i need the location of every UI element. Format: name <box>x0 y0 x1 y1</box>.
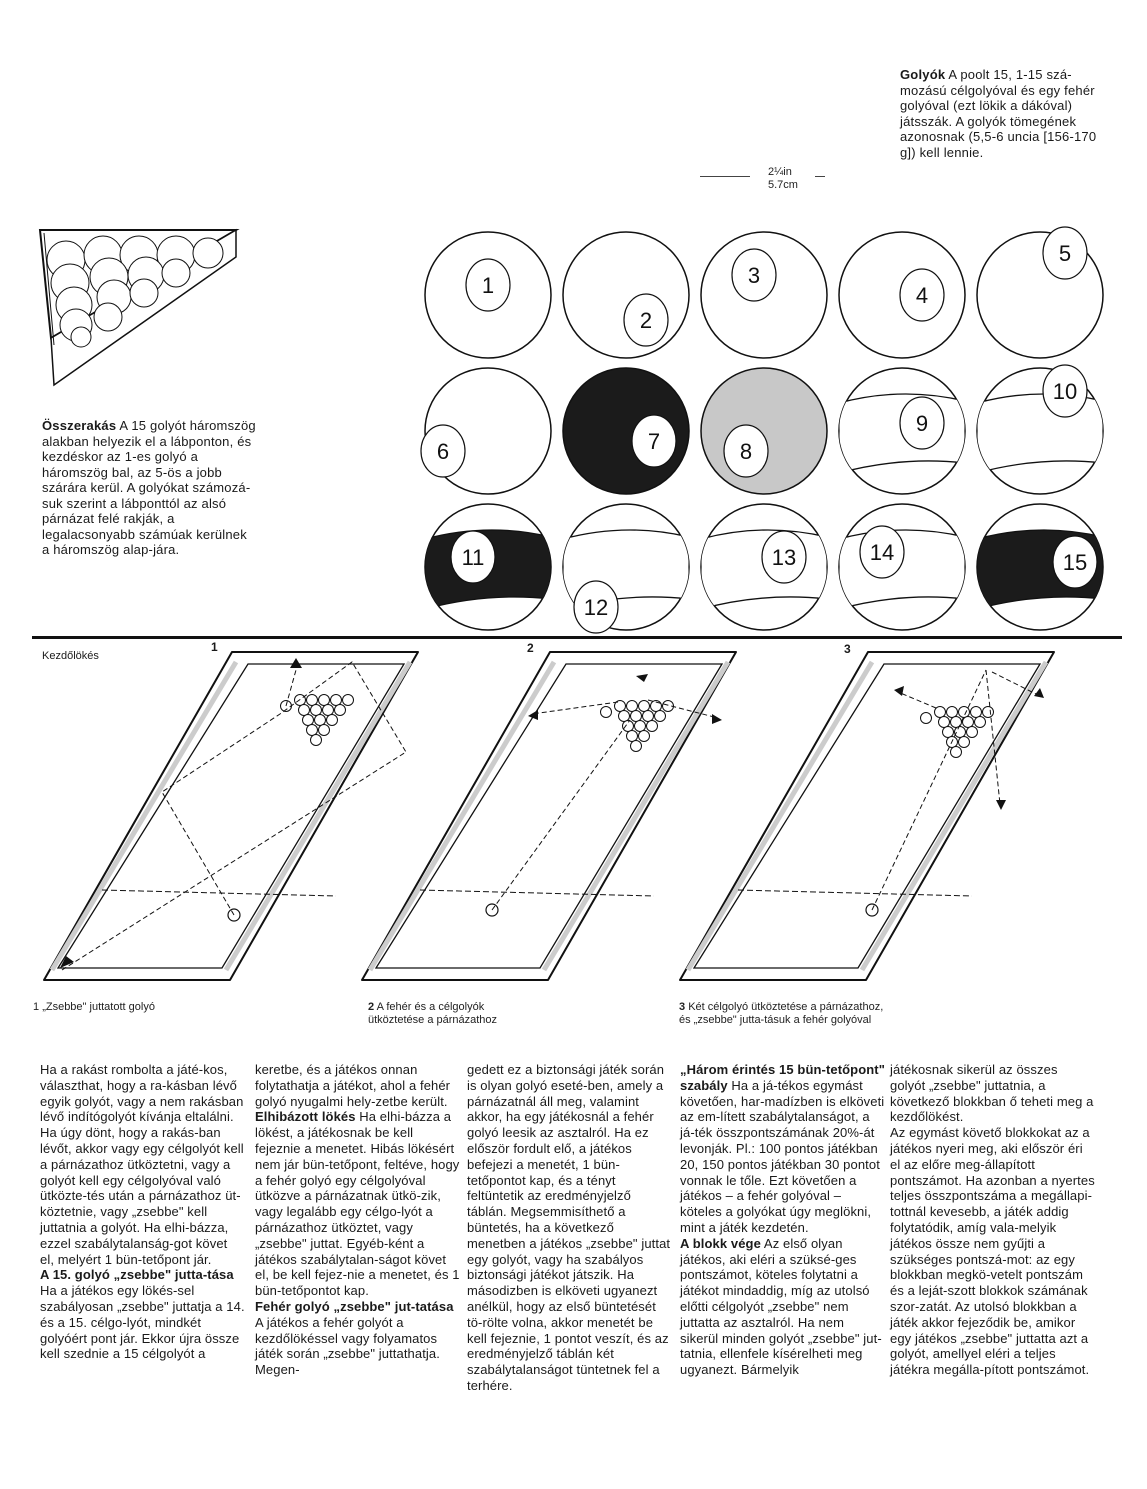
golyok-text: A poolt 15, 1-15 szá-mozású célgolyóval és egy fehér golyóval (ezt lökik a dákóval) játsszák. A golyók tömegének azonosnak (5,5-6 uncia [156-170 g]) kell lennie. <box>900 67 1097 160</box>
diagram-2-caption <box>368 1001 543 1027</box>
caption-number: 2 <box>368 1001 375 1013</box>
section-heading: A 15. golyó „zsebbe" jutta-tása <box>40 1267 234 1283</box>
section-heading: „Három érintés 15 bün-tetőpont" szabály <box>680 1062 885 1093</box>
paragraph: Ha a rakást rombolta a játé-kos, választhat, hogy a ra-kásban lévő egyik golyót, vagy a nem rakásban lévő indítógolyót kívánja eltalálni. Ha úgy dönt, hogy a rakás-ban lévőt, akkor vagy egy célgolyót kell a párnázathoz ütköztetni, vagy a golyót kell egy célgolyóval való ütközte-tés után a párnázathoz üt-köztetnie, vagy „zsebbe" kell juttatnia a golyót. Ha elhi-bázza, ezzel szabálytalanság-got követ el, melyért 1 bün-tetőpont jár. <box>40 1062 244 1267</box>
ball-number: 7 <box>647 429 661 454</box>
ball-number: 3 <box>747 263 761 288</box>
dimension-line-right <box>815 176 825 177</box>
golyok-title: Golyók <box>900 67 946 82</box>
section-heading: Elhibázott lökés <box>255 1109 356 1125</box>
section-heading: A blokk vége <box>680 1235 761 1251</box>
billiard-ball-5 <box>977 227 1103 358</box>
ball-number: 1 <box>481 273 495 298</box>
paragraph: Az egymást követő blokkokat az a játékos nyeri meg, aki először éri el az előre meg-állapított pontszámot. Ha azonban a nyertes teljes összpontszáma a megállapi-tottnál kevesebb, a játék addig folytatódik, amíg vala-melyik játékos össze nem gyűjti a szükséges pontszá-mot: az egy blokkban megkö-vetelt pontszám és a leját-szott blokkok számának szor-zatát. Az utolsó blokkban a játék akkor fejeződik be, amikor egy játékos „zsebbe" juttatta azt a golyót, amellyel eléri a teljes játékra megálla-pított pontszámot. <box>890 1125 1095 1378</box>
billiard-ball-7 <box>563 368 689 494</box>
rack-triangle-illustration <box>36 225 246 385</box>
ball-number: 4 <box>915 283 929 308</box>
pool-table-diagrams <box>0 640 1147 990</box>
billiard-ball-3 <box>701 232 827 358</box>
paragraph-text: Ha a já-tékos egymást követően, har-madízben is elköveti az em-lített szabálytalanságot, a já-ték összpontszámának 20%-át levonják. Pl.: 100 pontos játékban 20, 150 pontos játékban 30 pontot vonnak le tőle. Ezt követően a játékos – a fehér golyóval – köteles a golyókat úgy meglökni, mint a játék kezdetén. <box>680 1077 885 1235</box>
pool-table-2 <box>362 652 736 980</box>
billiard-ball-12 <box>563 504 689 633</box>
ball-dimension <box>700 166 830 196</box>
caption-text: Két célgolyó ütköztetése a párnázathoz, és „zsebbe" jutta-tásuk a fehér golyóval <box>679 1001 884 1026</box>
osszerakas-title: Összerakás <box>42 418 117 433</box>
ball-number: 2 <box>639 308 653 333</box>
diagram-3-caption <box>679 1001 884 1027</box>
paragraph-text: A játékos a fehér golyót a kezdőlökéssel vagy folyamatos játék során „zsebbe" juttathatja. Megen- <box>255 1314 440 1378</box>
billiard-ball-2 <box>563 232 689 358</box>
caption-text: A fehér és a célgolyók ütköztetése a párnázathoz <box>368 1001 498 1026</box>
body-column-4 <box>680 1062 885 1378</box>
ball-number: 15 <box>1062 550 1088 575</box>
paragraph: keretbe, és a játékos onnan folytathatja a játékot, ahol a fehér golyó nyugalmi hely-zetbe került. <box>255 1062 451 1109</box>
diagram-1-number: 1 <box>211 640 218 654</box>
paragraph <box>680 1062 885 1236</box>
caption-number: 3 <box>679 1001 686 1013</box>
paragraph: játékosnak sikerül az összes golyót „zsebbe" juttatnia, a következő blokkban ő teheti meg a kezdőlökést. <box>890 1062 1094 1125</box>
pool-table-3 <box>680 652 1054 980</box>
body-column-5 <box>890 1062 1095 1378</box>
caption-number: 1 <box>33 1001 40 1013</box>
dimension-inch: 2¼in <box>768 166 792 178</box>
diagram-3-number: 3 <box>844 642 851 656</box>
body-column-1 <box>40 1062 245 1362</box>
ball-number: 14 <box>869 540 895 565</box>
billiard-ball-9 <box>839 368 965 494</box>
paragraph-text: Az első olyan játékos, aki eléri a szüksé-ges pontszámot, köteles folytatni a játékot mindaddig, míg az utolsó előtti célgolyót „zsebbe" nem juttatta az asztalról. Ha nem sikerül minden golyót „zsebbe" jut-tatnia, ellenfele kísérelheti meg ugyanezt. Bármelyik <box>680 1235 882 1378</box>
ball-number: 13 <box>771 545 797 570</box>
paragraph-text: Ha a játékos egy lökés-sel szabályosan „zsebbe" juttatja a 14. és a 15. célgo-lyót, mindkét golyóért pont jár. Ekkor újra össze kell szednie a 15 célgolyót a <box>40 1283 245 1362</box>
diagram-1-caption <box>33 1001 253 1014</box>
paragraph <box>680 1236 885 1378</box>
ball-number: 10 <box>1052 379 1078 404</box>
billiard-ball-15 <box>977 504 1103 630</box>
ball-number: 12 <box>583 595 609 620</box>
caption-text: „Zsebbe" juttatott golyó <box>42 1001 155 1013</box>
section-divider <box>32 636 1122 639</box>
ball-number: 8 <box>739 439 753 464</box>
billiard-ball-4 <box>839 232 965 358</box>
body-column-3 <box>467 1062 672 1394</box>
paragraph <box>255 1299 460 1378</box>
section-heading: Fehér golyó „zsebbe" jut-tatása <box>255 1298 454 1314</box>
billiard-ball-11 <box>425 504 551 630</box>
osszerakas-text: A 15 golyót háromszög alakban helyezik el a lábponton, és kezdéskor az 1-es golyó a háromszög bal, az 5-ös a jobb szárára kerül. A golyókat számozá-suk szerint a lábponttól az alsó párnázat felé rakják, a legalacsonyabb számúak kerülnek a háromszög alap-jára. <box>42 418 256 557</box>
paragraph <box>255 1109 460 1299</box>
body-column-2 <box>255 1062 460 1378</box>
dimension-line-left <box>700 176 750 177</box>
billiard-ball-1 <box>425 232 551 358</box>
ball-number: 11 <box>461 545 485 570</box>
paragraph: gedett ez a biztonsági játék során is olyan golyó eseté-ben, amely a párnázatnál áll meg, valamint akkor, ha egy játékosnál a fehér golyó leesik az asztalról. Ha ez először fordult elő, a játékos befejezi a menetét, 1 bün-tetőpontot kap, és a tényt feltüntetik az eredményjelző táblán. Megsemmisíthető a büntetés, ha a következő menetben a játékos „zsebbe" juttat egy golyót, vagy ha szabályos biztonsági játékot játszik. Ha másodizben is elköveti ugyanezt anélkül, hogy az első büntetését tö-rölte volna, akkor menetét be kell fejeznie, 1 pontot veszít, és az eredményjelző táblán két szabálytalanságot tüntetnek fel a terhére. <box>467 1062 671 1393</box>
kezdolokes-label: Kezdőlökés <box>42 650 99 662</box>
pool-table-1 <box>44 652 418 980</box>
golyok-description <box>900 67 1100 160</box>
billiard-ball-6 <box>421 368 551 494</box>
paragraph-text: Ha elhi-bázza a lökést, a játékosnak be kell fejeznie a menetet. Hibás lökésért nem jár bün-tetőpont, feltéve, hogy a fehér golyó egy célgolyóval ütközve a párnázatnak ütkö-zik, vagy legalább egy célgo-lyót a párnázathoz ütköztet, vagy „zsebbe" juttat. Egyéb-ként a játékos szabálytalan-ságot követ el, be kell fejez-nie a menetet, és 1 bün-tetőpontot kap. <box>255 1109 460 1299</box>
ball-number: 5 <box>1058 241 1072 266</box>
billiard-ball-14 <box>839 504 965 630</box>
paragraph <box>40 1267 245 1362</box>
dimension-cm: 5.7cm <box>768 179 798 191</box>
diagram-2-number: 2 <box>527 641 534 655</box>
billiard-ball-13 <box>701 504 827 630</box>
osszerakas-description <box>42 418 257 558</box>
ball-grid <box>420 225 1130 635</box>
billiard-ball-10 <box>977 365 1103 494</box>
billiard-ball-8 <box>701 368 827 494</box>
ball-number: 6 <box>436 439 450 464</box>
ball-number: 9 <box>915 411 929 436</box>
